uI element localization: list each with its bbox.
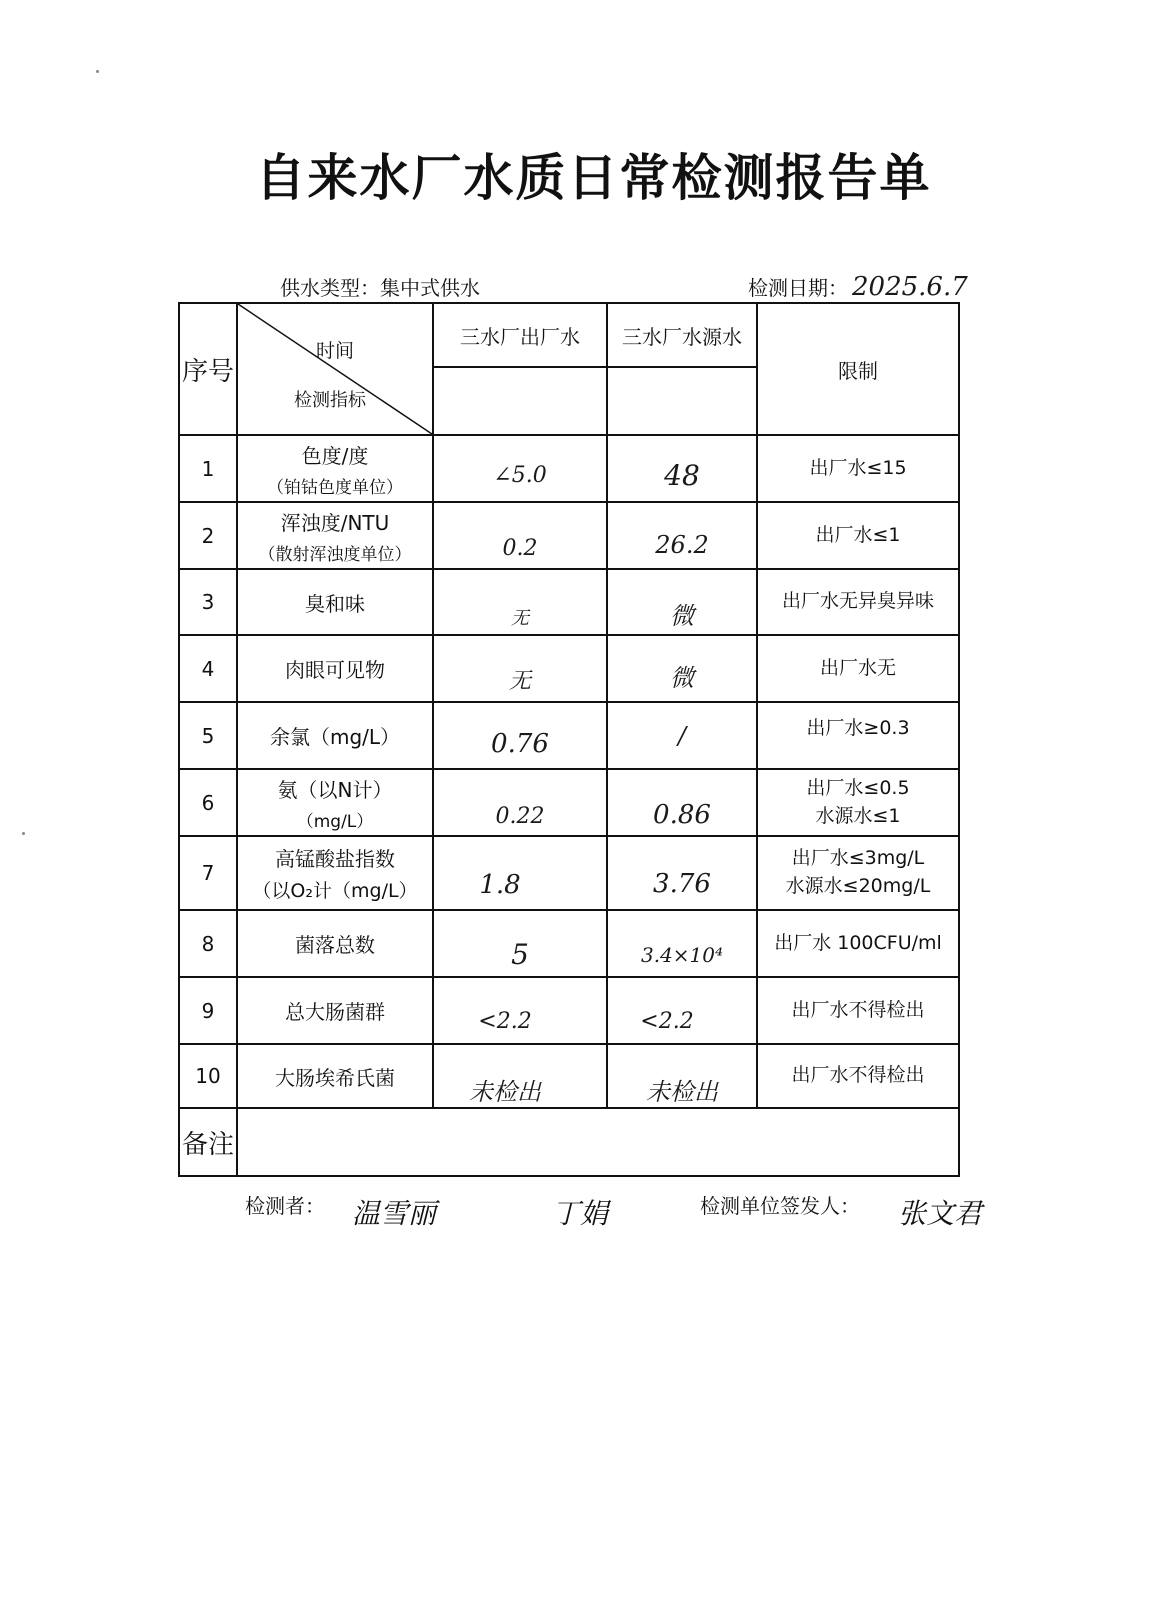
notes-content bbox=[237, 1108, 959, 1176]
table-row bbox=[179, 1044, 959, 1108]
notes-label: 备注 bbox=[179, 1108, 237, 1176]
table-row bbox=[179, 910, 959, 977]
header-diagonal bbox=[237, 303, 433, 435]
table-row bbox=[179, 502, 959, 569]
row-name: 菌落总数 bbox=[237, 910, 433, 977]
row-name: 余氯（mg/L） bbox=[237, 702, 433, 769]
row-limit: 出厂水 100CFU/ml bbox=[757, 910, 959, 977]
row-outflow-value: 未检出 bbox=[433, 1044, 607, 1108]
header-limit: 限制 bbox=[757, 303, 959, 435]
supply-type-label: 供水类型： bbox=[280, 276, 380, 300]
row-source-value: 0.86 bbox=[607, 769, 757, 836]
row-outflow-value: 无 bbox=[433, 569, 607, 635]
row-limit: 出厂水无 bbox=[757, 635, 959, 702]
scan-speck bbox=[96, 70, 99, 73]
row-no: 4 bbox=[179, 635, 237, 702]
scan-speck bbox=[22, 832, 25, 835]
table-row bbox=[179, 836, 959, 910]
row-no: 9 bbox=[179, 977, 237, 1044]
row-no: 2 bbox=[179, 502, 237, 569]
table-row bbox=[179, 435, 959, 502]
header-time: 时间 bbox=[316, 340, 355, 362]
row-outflow-value: <2.2 bbox=[433, 977, 607, 1044]
row-outflow-value: ∠5.0 bbox=[433, 435, 607, 502]
row-no: 8 bbox=[179, 910, 237, 977]
row-limit: 出厂水≤15 bbox=[757, 435, 959, 502]
diagonal-line bbox=[238, 304, 432, 434]
row-name: 高锰酸盐指数 （以O₂计（mg/L） bbox=[237, 836, 433, 910]
row-name: 浑浊度/NTU （散射浑浊度单位） bbox=[237, 502, 433, 569]
row-limit: 出厂水不得检出 bbox=[757, 977, 959, 1044]
table-row bbox=[179, 977, 959, 1044]
row-source-value: 微 bbox=[607, 635, 757, 702]
row-no: 3 bbox=[179, 569, 237, 635]
row-limit: 出厂水≤1 bbox=[757, 502, 959, 569]
tester-signature-2: 丁娟 bbox=[552, 1197, 609, 1230]
header-outflow-time bbox=[433, 367, 607, 435]
row-source-value: 微 bbox=[607, 569, 757, 635]
row-outflow-value: 0.22 bbox=[433, 769, 607, 836]
row-outflow-value: 5 bbox=[433, 910, 607, 977]
tester-label: 检测者： bbox=[245, 1194, 325, 1218]
row-outflow-value: 0.76 bbox=[433, 702, 607, 769]
row-name: 色度/度 （铂钴色度单位） bbox=[237, 435, 433, 502]
header-source-time bbox=[607, 367, 757, 435]
report-table bbox=[178, 302, 960, 1177]
table-row bbox=[179, 702, 959, 769]
row-name: 臭和味 bbox=[237, 569, 433, 635]
inspection-date bbox=[748, 272, 968, 302]
row-source-value: 未检出 bbox=[607, 1044, 757, 1108]
date-label: 检测日期： bbox=[748, 276, 848, 300]
row-source-value: <2.2 bbox=[607, 977, 757, 1044]
row-no: 5 bbox=[179, 702, 237, 769]
header-outflow: 三水厂出厂水 bbox=[433, 303, 607, 367]
signer-signature: 张文君 bbox=[898, 1197, 983, 1230]
report-title: 自来水厂水质日常检测报告单 bbox=[255, 149, 932, 207]
row-limit: 出厂水≥0.3 bbox=[757, 702, 959, 769]
supply-type bbox=[280, 272, 480, 301]
signer-label: 检测单位签发人： bbox=[700, 1194, 860, 1218]
table-row bbox=[179, 635, 959, 702]
row-name: 大肠埃希氏菌 bbox=[237, 1044, 433, 1108]
row-outflow-value: 0.2 bbox=[433, 502, 607, 569]
row-source-value: / bbox=[607, 702, 757, 769]
header-source: 三水厂水源水 bbox=[607, 303, 757, 367]
row-limit: 出厂水≤0.5 水源水≤1 bbox=[757, 769, 959, 836]
row-outflow-value: 1.8 bbox=[433, 836, 607, 910]
row-name: 总大肠菌群 bbox=[237, 977, 433, 1044]
row-no: 6 bbox=[179, 769, 237, 836]
row-limit: 出厂水不得检出 bbox=[757, 1044, 959, 1108]
table-row bbox=[179, 769, 959, 836]
row-source-value: 26.2 bbox=[607, 502, 757, 569]
row-source-value: 3.4×10⁴ bbox=[607, 910, 757, 977]
row-no: 10 bbox=[179, 1044, 237, 1108]
date-value: 2025.6.7 bbox=[852, 272, 968, 302]
header-indicator: 检测指标 bbox=[294, 390, 366, 411]
row-source-value: 48 bbox=[607, 435, 757, 502]
row-limit: 出厂水无异臭异味 bbox=[757, 569, 959, 635]
header-seq: 序号 bbox=[179, 303, 237, 435]
row-outflow-value: 无 bbox=[433, 635, 607, 702]
row-no: 1 bbox=[179, 435, 237, 502]
tester-signature-1: 温雪丽 bbox=[352, 1197, 437, 1230]
table-row bbox=[179, 569, 959, 635]
supply-type-value: 集中式供水 bbox=[380, 276, 480, 300]
notes-row bbox=[179, 1108, 959, 1176]
row-name: 肉眼可见物 bbox=[237, 635, 433, 702]
row-name: 氨（以N计） （mg/L） bbox=[237, 769, 433, 836]
row-no: 7 bbox=[179, 836, 237, 910]
row-limit: 出厂水≤3mg/L 水源水≤20mg/L bbox=[757, 836, 959, 910]
row-source-value: 3.76 bbox=[607, 836, 757, 910]
